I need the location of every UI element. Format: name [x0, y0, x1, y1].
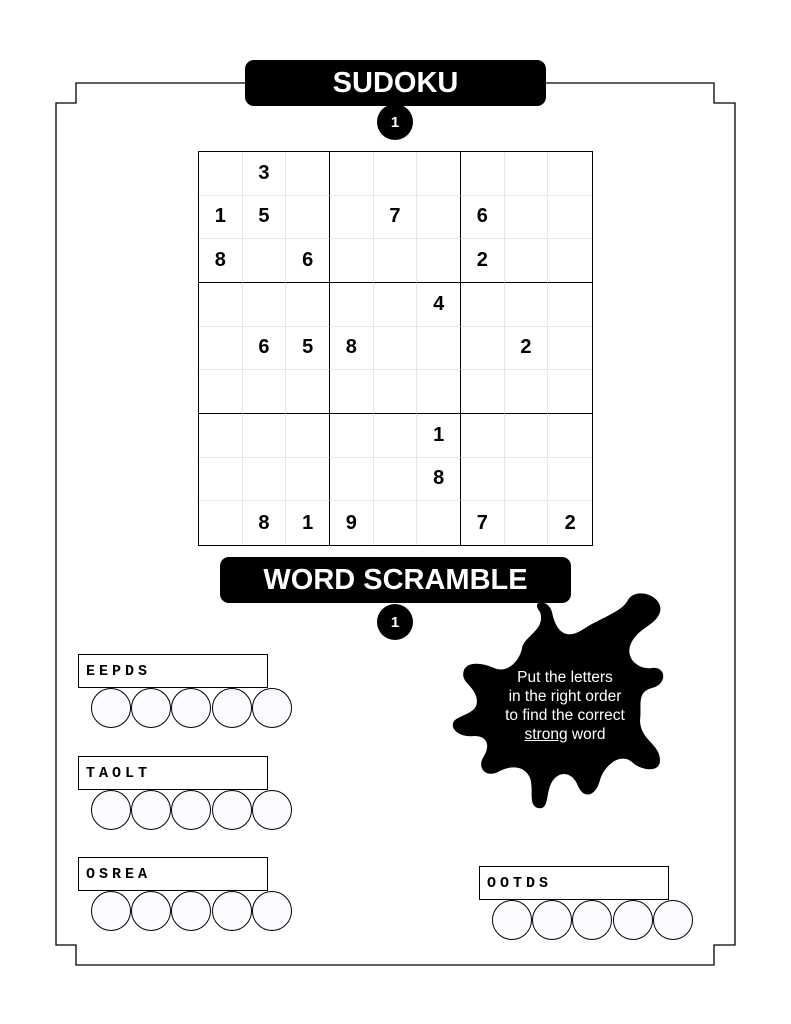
answer-letter-circle[interactable] — [91, 790, 131, 830]
answer-letter-circle[interactable] — [212, 688, 252, 728]
scrambled-word: OSREA — [78, 857, 268, 891]
scrambled-word: EEPDS — [78, 654, 268, 688]
answer-letter-circle[interactable] — [131, 688, 171, 728]
answer-letter-circle[interactable] — [212, 891, 252, 931]
answer-letter-circle[interactable] — [653, 900, 693, 940]
answer-letter-circle[interactable] — [252, 790, 292, 830]
word-scramble-title: WORD SCRAMBLE — [220, 557, 571, 603]
sudoku-cell[interactable]: 1 — [199, 196, 243, 240]
sudoku-cell[interactable]: 1 — [417, 414, 461, 458]
sudoku-cell[interactable]: 2 — [505, 327, 549, 371]
instructions-emphasis: strong — [524, 726, 568, 743]
sudoku-cell[interactable]: 5 — [243, 196, 287, 240]
sudoku-cell[interactable]: 2 — [461, 239, 505, 283]
instructions-text — [470, 668, 660, 744]
sudoku-cell[interactable]: 8 — [199, 239, 243, 283]
sudoku-cell[interactable]: 7 — [374, 196, 418, 240]
answer-letter-circle[interactable] — [252, 891, 292, 931]
sudoku-cell[interactable]: 2 — [564, 511, 576, 534]
word-scramble-number-badge: 1 — [377, 604, 413, 640]
answer-letter-circle[interactable] — [131, 790, 171, 830]
answer-letter-circle[interactable] — [532, 900, 572, 940]
answer-letter-circle[interactable] — [492, 900, 532, 940]
instructions-line: Put the letters — [517, 669, 613, 686]
answer-letter-circle[interactable] — [91, 891, 131, 931]
sudoku-cell[interactable]: 8 — [330, 327, 374, 371]
instructions-line: word — [567, 726, 606, 743]
sudoku-cell[interactable]: 1 — [286, 501, 330, 545]
answer-letter-circle[interactable] — [252, 688, 292, 728]
sudoku-cell[interactable]: 3 — [243, 152, 287, 196]
sudoku-cell[interactable]: 8 — [417, 458, 461, 502]
answer-letter-circle[interactable] — [613, 900, 653, 940]
sudoku-cell[interactable]: 6 — [461, 196, 505, 240]
sudoku-cell[interactable]: 8 — [243, 501, 287, 545]
sudoku-cell[interactable]: 6 — [243, 327, 287, 371]
instructions-line: in the right order — [508, 688, 622, 705]
answer-letter-circle[interactable] — [212, 790, 252, 830]
answer-letter-circle[interactable] — [131, 891, 171, 931]
sudoku-title: SUDOKU — [245, 60, 546, 106]
sudoku-cell[interactable]: 9 — [330, 501, 374, 545]
scrambled-word: OOTDS — [479, 866, 669, 900]
sudoku-cell[interactable]: 4 — [417, 283, 461, 327]
sudoku-cell[interactable]: 5 — [286, 327, 330, 371]
sudoku-cell[interactable]: 7 — [461, 501, 505, 545]
sudoku-cell[interactable]: 6 — [286, 239, 330, 283]
sudoku-number-badge: 1 — [377, 104, 413, 140]
instructions-line: to find the correct — [505, 707, 625, 724]
answer-letter-circle[interactable] — [91, 688, 131, 728]
scrambled-word: TAOLT — [78, 756, 268, 790]
